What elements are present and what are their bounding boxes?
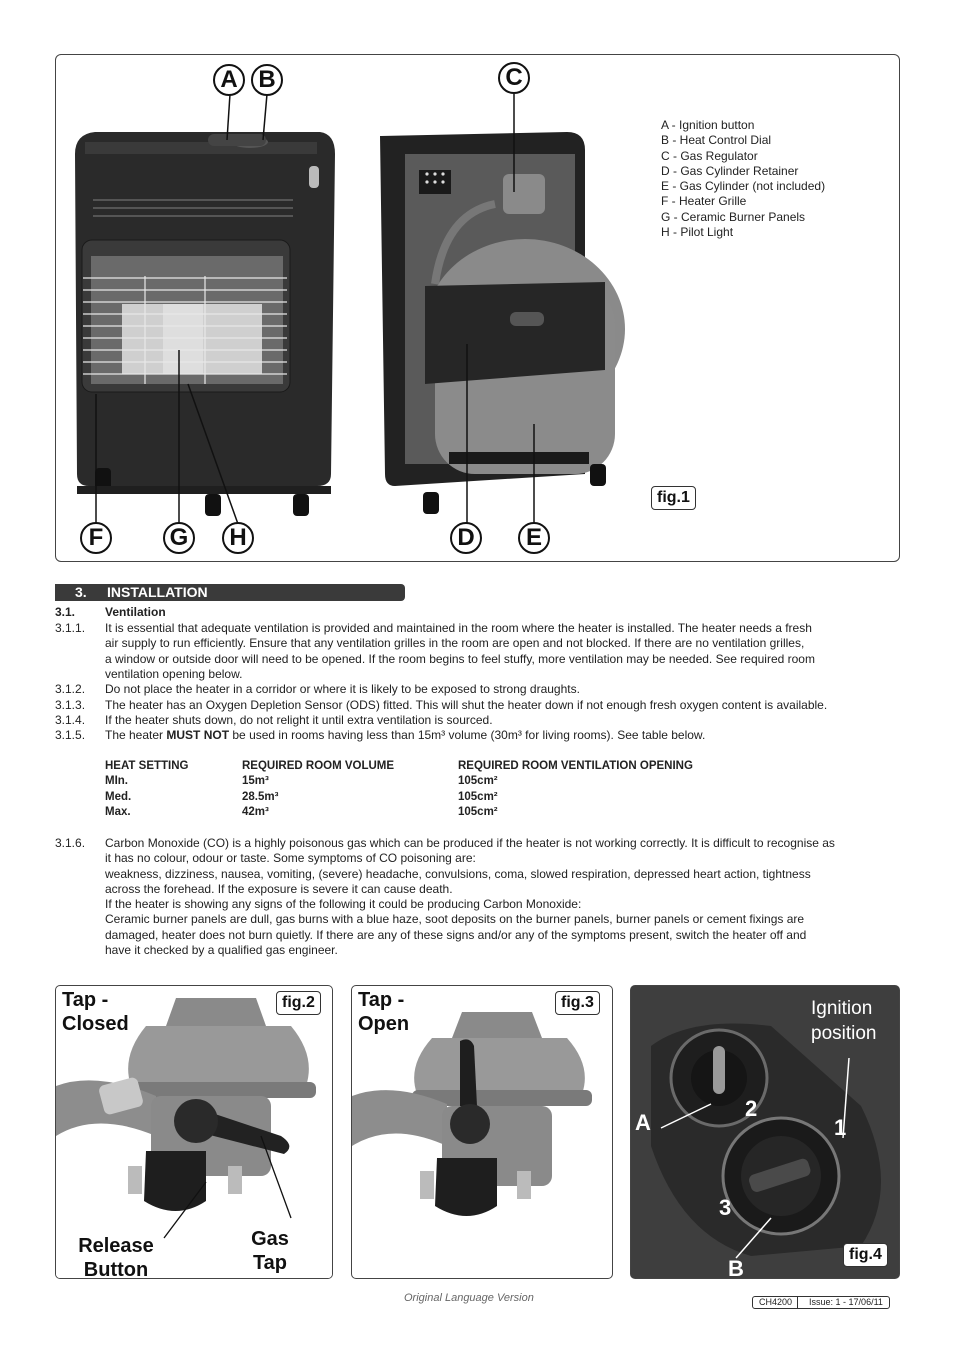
paragraph-3-1-5	[55, 728, 900, 743]
fig3-title	[358, 988, 409, 1036]
fig2-title-line: Closed	[62, 1013, 129, 1035]
table-cell: 15m³	[242, 775, 269, 788]
paragraph-number: 3.1.2.	[55, 682, 86, 696]
fig2-frame	[55, 985, 333, 1279]
fig4-tag: fig.4	[843, 1243, 888, 1267]
paragraph-line: air supply to run efficiently. Ensure that any ventilation grilles in the room are open and not blocked. If there are no ventilation grilles,	[105, 636, 805, 651]
paragraph-line: It is essential that adequate ventilation is provided and maintained in the room where the heater is installed. The heater needs a fresh	[105, 621, 812, 635]
label-line: Ignition	[811, 998, 873, 1019]
legend-item: H - Pilot Light	[661, 225, 734, 240]
ignition-position-label	[811, 996, 877, 1046]
table-row	[105, 790, 693, 805]
fig2-title	[62, 988, 129, 1036]
paragraph-line: Ceramic burner panels are dull, gas burns with a blue haze, soot deposits on the burner panels, burner panels or cement fixings are	[105, 912, 805, 927]
table-cell: 105cm²	[458, 805, 498, 818]
paragraph-line: If the heater shuts down, do not relight it until extra ventilation is sourced.	[105, 713, 493, 727]
fig4-label-2: 2	[745, 1096, 758, 1121]
paragraph-text: The heater	[105, 728, 167, 742]
table-cell: 28.5m³	[242, 790, 279, 803]
paragraph-line: damaged, heater does not burn quietly. If there are any of these signs and/or any of the symptoms present, switch the heater off and	[105, 927, 807, 942]
table-cell: Max.	[105, 805, 131, 818]
callout-a: A	[213, 64, 245, 96]
heater-back-image	[380, 132, 625, 514]
fig2-tag: fig.2	[276, 991, 321, 1015]
issue-date: Issue: 1 - 17/06/11	[809, 1297, 883, 1307]
table-cell: Med.	[105, 790, 132, 803]
section-header	[55, 584, 405, 601]
table-row	[105, 805, 693, 820]
fig3-title-line: Open	[358, 1013, 410, 1035]
ventilation-table	[105, 759, 693, 820]
paragraph-emphasis: MUST NOT	[166, 728, 230, 742]
subsection-number: 3.1.	[55, 605, 76, 619]
paragraph-number: 3.1.5.	[55, 728, 86, 742]
fig4-label-a: A	[635, 1110, 651, 1135]
paragraph-text: be used in rooms having less than 15m³ volume (30m³ for living rooms). See table below.	[229, 728, 706, 742]
legend-item: G - Ceramic Burner Panels	[661, 209, 806, 224]
callout-e: E	[518, 522, 550, 554]
legend-item: E - Gas Cylinder (not included)	[661, 179, 826, 194]
document-reference	[752, 1296, 890, 1309]
paragraph-line: Do not place the heater in a corridor or where it is likely to be exposed to strong draughts.	[105, 682, 580, 696]
fig4-label-1: 1	[834, 1115, 847, 1140]
legend-item: A - Ignition button	[661, 118, 755, 132]
fig4-label-b: B	[728, 1256, 744, 1279]
paragraph-line: across the forehead. If the exposure is severe it can cause death.	[105, 881, 453, 896]
paragraph-line: If the heater is showing any signs of the following it could be producing Carbon Monoxide:	[105, 897, 582, 912]
paragraph-line: ventilation opening below.	[105, 666, 243, 681]
fig2-title-line: Tap -	[62, 989, 109, 1011]
legend-item: F - Heater Grille	[661, 194, 747, 209]
paragraph-number: 3.1.3.	[55, 698, 86, 712]
callout-f: F	[80, 522, 112, 554]
paragraph-line: The heater has an Oxygen Depletion Sensor (ODS) fitted. This will shut the heater down if not enough fresh oxygen content is available.	[105, 698, 828, 712]
paragraph-3-1-2	[55, 682, 900, 697]
fig1-tag: fig.1	[651, 486, 696, 510]
table-header: REQUIRED ROOM VENTILATION OPENING	[458, 760, 693, 772]
fig3-title-line: Tap -	[358, 989, 405, 1011]
label-line: Release	[78, 1235, 154, 1257]
model-number: CH4200	[759, 1297, 793, 1307]
label-line: Gas	[251, 1228, 289, 1250]
paragraph-number: 3.1.4.	[55, 713, 86, 727]
paragraph-number: 3.1.6.	[55, 836, 86, 850]
footer-note: Original Language Version	[404, 1292, 534, 1304]
paragraph-number: 3.1.1.	[55, 621, 86, 635]
table-cell: 42m³	[242, 805, 269, 818]
legend-item: D - Gas Cylinder Retainer	[661, 163, 799, 178]
table-header: REQUIRED ROOM VOLUME	[242, 760, 395, 772]
subsection-heading	[55, 605, 355, 620]
release-button-label	[76, 1234, 156, 1279]
heater-front-image	[75, 132, 335, 516]
table-cell: 105cm²	[458, 790, 498, 803]
paragraph-line: it has no colour, odour or taste. Some symptoms of CO poisoning are:	[105, 851, 476, 866]
table-row	[105, 774, 693, 789]
section-number: 3.	[75, 584, 87, 600]
callout-d: D	[450, 522, 482, 554]
table-cell: 105cm²	[458, 775, 498, 788]
paragraph-line: weakness, dizziness, nausea, vomiting, (severe) headache, convulsions, coma, slowed respiration, depressed heart action, tightness	[105, 866, 811, 881]
fig4-label-3: 3	[719, 1195, 732, 1220]
paragraph-line: have it checked by a qualified gas engineer.	[105, 943, 338, 958]
legend-item: C - Gas Regulator	[661, 148, 758, 163]
label-line: Tap	[252, 1252, 288, 1274]
gas-tap-label	[242, 1227, 298, 1275]
table-cell: MIn.	[105, 775, 128, 788]
label-line: Button	[83, 1259, 149, 1279]
label-line: position	[811, 1023, 877, 1044]
paragraph-line: Carbon Monoxide (CO) is a highly poisonous gas which can be produced if the heater is not working correctly. It is difficult to recognise as	[105, 836, 835, 850]
table-header: HEAT SETTING	[105, 760, 189, 772]
fig3-frame	[351, 985, 613, 1279]
fig3-tag: fig.3	[555, 991, 600, 1015]
paragraph-3-1-1	[55, 621, 900, 683]
legend-item: B - Heat Control Dial	[661, 133, 772, 148]
section-title: INSTALLATION	[107, 584, 208, 600]
subsection-title: Ventilation	[105, 605, 166, 619]
fig1-legend	[661, 118, 825, 240]
callout-c: C	[498, 62, 530, 94]
fig4-frame	[630, 985, 900, 1279]
paragraph-3-1-6	[55, 836, 900, 960]
paragraph-line: a window or outside door will need to be opened. If the room begins to feel stuffy, more ventilation may be needed. See required room	[105, 651, 815, 666]
callout-b: B	[251, 64, 283, 96]
table-header-row	[105, 759, 693, 774]
paragraph-3-1-4	[55, 713, 900, 728]
callout-g: G	[163, 522, 195, 554]
callout-h: H	[222, 522, 254, 554]
paragraph-3-1-3	[55, 698, 900, 713]
